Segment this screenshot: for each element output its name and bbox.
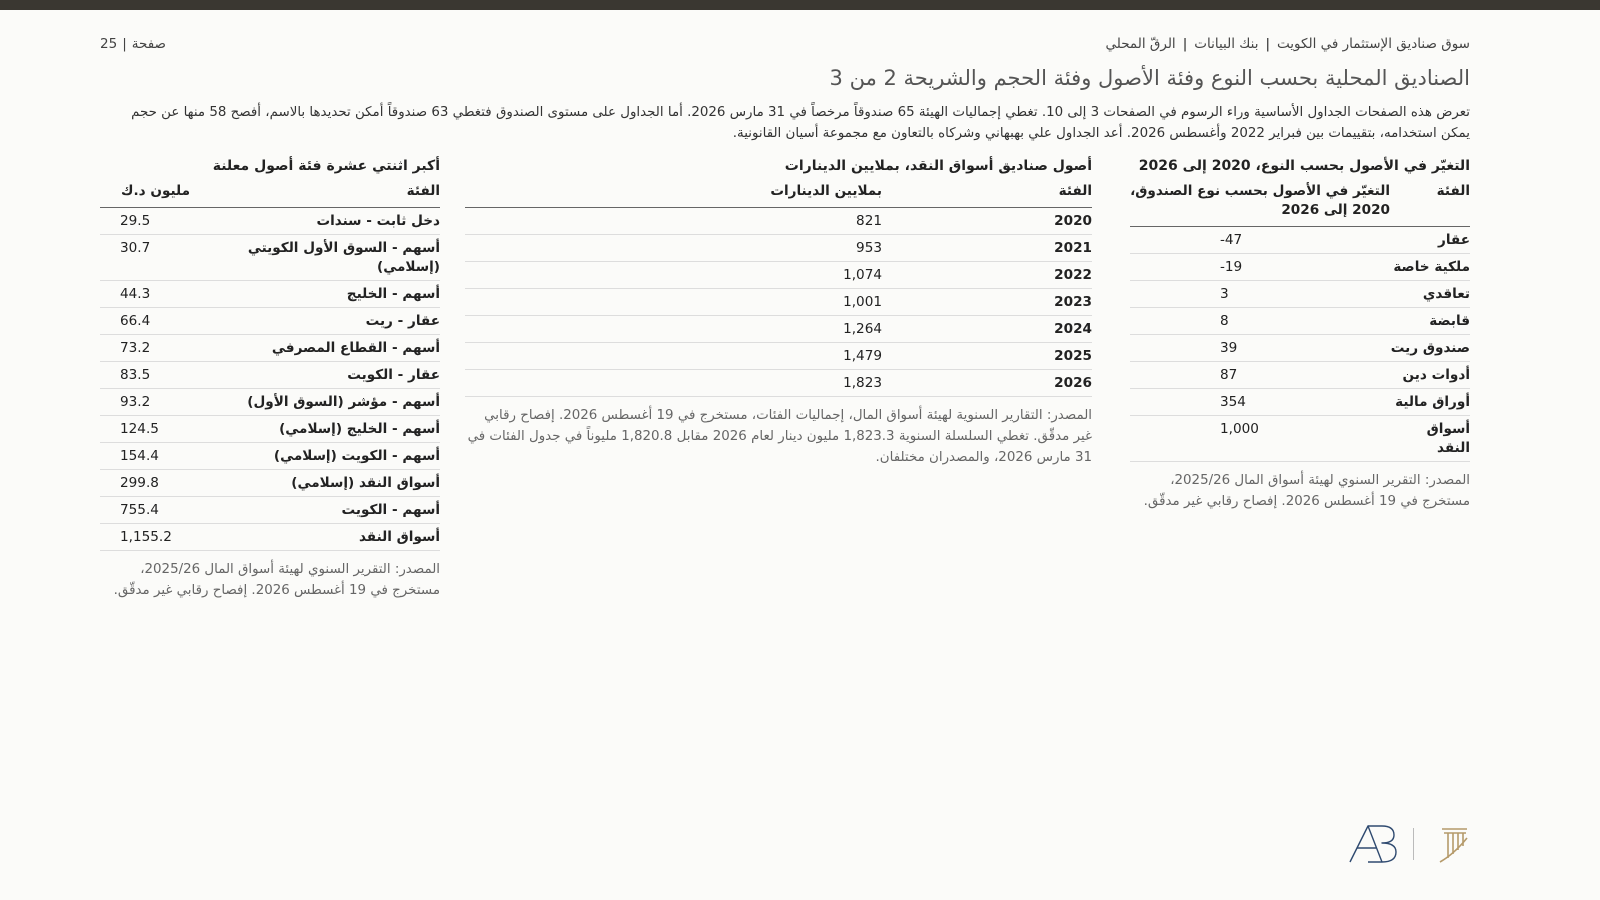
row-value: 8 [1130,308,1390,335]
row-category: أوراق مالية [1390,389,1470,416]
row-value: 1,264 [465,316,882,343]
table-row [100,281,440,308]
money-market-assets-table [465,180,1092,397]
row-category: ملكية خاصة [1390,254,1470,281]
top-bar [0,0,1600,10]
table-heading: أصول صناديق أسواق النقد، بملايين الدينارات [784,158,1092,174]
row-category: 2025 [882,343,1092,370]
row-category: قابضة [1390,308,1470,335]
row-value: 39 [1130,335,1390,362]
table-row [1130,281,1470,308]
table-row [100,208,440,235]
breadcrumb-separator: | [1265,36,1271,52]
table-row [465,370,1092,397]
row-category: أسواق النقد (إسلامي) [190,470,440,497]
page-title: الصناديق المحلية بحسب النوع وفئة الأصول وفئة الحجم والشريحة 2 من 3 [829,66,1470,90]
row-value: 3 [1130,281,1390,308]
row-category: أسهم - مؤشر (السوق الأول) [190,389,440,416]
row-category: 2022 [882,262,1092,289]
table-row [1130,335,1470,362]
table-source-note: المصدر: التقرير السنوي لهيئة أسواق المال 2025/26، مستخرج في 19 أغسطس 2026. إفصاح رقابي غير مدقّق. [1143,473,1470,509]
row-value: 755.4 [100,497,190,524]
row-value: 124.5 [100,416,190,443]
column-header-value: مليون د.ك [100,180,190,208]
row-value: 1,479 [465,343,882,370]
row-value: 1,001 [465,289,882,316]
table-row [100,524,440,551]
row-value: 953 [465,235,882,262]
row-value: 154.4 [100,443,190,470]
table-row [1130,389,1470,416]
table-row [1130,362,1470,389]
table-row [465,262,1092,289]
breadcrumb-separator: | [1182,36,1188,52]
table-source-note: المصدر: التقارير السنوية لهيئة أسواق المال، إجماليات الفئات، مستخرج في 19 أغسطس 2026. إفصاح رقابي غير مدقّق. تغطي السلسلة السنوية 1,823.3 مليون دينار لعام 2026 مقابل 1,820.8 مليوناً في جدول الفئات في 31 مارس 2026، والمصدران مختلفان. [467,408,1092,465]
row-category: أسهم - الخليج (إسلامي) [190,416,440,443]
table-row [100,362,440,389]
table-row [1130,416,1470,462]
row-category: 2020 [882,208,1092,235]
table-header-row [465,180,1092,208]
row-value: 1,155.2 [100,524,190,551]
row-value: 1,074 [465,262,882,289]
table-row [100,443,440,470]
row-value: 1,823 [465,370,882,397]
asset-change-by-type-section [1130,156,1470,512]
row-category: عقار - الكويت [190,362,440,389]
row-category: أسهم - السوق الأول الكويتي (إسلامي) [190,235,440,281]
table-row [100,335,440,362]
breadcrumb-item[interactable]: سوق صناديق الإستثمار في الكويت [1277,36,1470,52]
row-category: أسهم - الخليج [190,281,440,308]
row-value: 821 [465,208,882,235]
table-row [465,316,1092,343]
row-category: تعاقدي [1390,281,1470,308]
table-row [465,289,1092,316]
row-category: أسهم - القطاع المصرفي [190,335,440,362]
row-category: عقار [1390,227,1470,254]
row-value: 44.3 [100,281,190,308]
row-value: 1,000 [1130,416,1390,462]
footer-logos [1340,820,1470,866]
table-header-row [1130,180,1470,227]
row-category: 2024 [882,316,1092,343]
table-header-row [100,180,440,208]
table-row [100,308,440,335]
row-category: عقار - ريت [190,308,440,335]
row-value: 83.5 [100,362,190,389]
row-category: أسهم - الكويت [190,497,440,524]
column-header-category: الفئة [1390,180,1470,227]
table-row [100,416,440,443]
row-value: 299.8 [100,470,190,497]
row-category: 2021 [882,235,1092,262]
intro-paragraph: تعرض هذه الصفحات الجداول الأساسية وراء الرسوم في الصفحات 3 إلى 10. تغطي إجماليات الهيئة 65 صندوقاً مرخصاً في 31 مارس 2026. أما الجداول على مستوى الصندوق فتغطي 63 صندوقاً أمكن تحديدها بالاسم، أفصح 58 منها عن حجم يمكن استخدامه، بتقييمات بين فبراير 2022 وأغسطس 2026. أعد الجداول علي بهبهاني وشركاه بالتعاون مع مجموعة أسيان القانونية. [131,105,1470,141]
pillar-logo-icon [1438,824,1470,864]
row-value: 30.7 [100,235,190,281]
table-row [100,389,440,416]
breadcrumb-item[interactable]: بنك البيانات [1194,36,1259,52]
breadcrumb-item[interactable]: الرقّ المحلي [1105,36,1176,52]
row-value: 87 [1130,362,1390,389]
ab-logo [1348,824,1398,864]
table-row [100,470,440,497]
table-row [100,235,440,281]
row-value: 93.2 [100,389,190,416]
table-source-note: المصدر: التقرير السنوي لهيئة أسواق المال 2025/26، مستخرج في 19 أغسطس 2026. إفصاح رقابي غير مدقّق. [113,562,440,598]
top-asset-classes-table [100,180,440,551]
row-value: 29.5 [100,208,190,235]
column-header-category: الفئة [190,180,440,208]
table-row [465,343,1092,370]
page-number-value: 25 [100,36,118,52]
page-header [100,36,1470,58]
page-number [100,36,166,52]
table-heading: أكبر اثنتي عشرة فئة أصول معلنة [212,158,440,174]
money-market-assets-section [465,156,1092,468]
page-separator: | [122,36,127,52]
table-row [1130,308,1470,335]
table-row [465,235,1092,262]
row-category: أسواق النقد [190,524,440,551]
row-value: -47 [1130,227,1390,254]
row-category: أدوات دين [1390,362,1470,389]
table-row [1130,254,1470,281]
row-category: صندوق ريت [1390,335,1470,362]
row-value: 354 [1130,389,1390,416]
row-value: 73.2 [100,335,190,362]
row-value: 66.4 [100,308,190,335]
table-heading: التغيّر في الأصول بحسب النوع، 2020 إلى 2026 [1138,158,1470,174]
breadcrumb [1106,36,1471,52]
row-category: أسواق النقد [1390,416,1470,462]
table-row [1130,227,1470,254]
row-category: أسهم - الكويت (إسلامي) [190,443,440,470]
asset-change-table [1130,180,1470,462]
top-asset-classes-section [100,156,440,601]
row-value: -19 [1130,254,1390,281]
page-label: صفحة [131,36,166,52]
row-category: 2023 [882,289,1092,316]
column-header-value: التغيّر في الأصول بحسب نوع الصندوق، 2020 إلى 2026 [1130,180,1390,227]
row-category: 2026 [882,370,1092,397]
row-category: دخل ثابت - سندات [190,208,440,235]
table-row [100,497,440,524]
column-header-category: الفئة [882,180,1092,208]
column-header-value: بملايين الدينارات [465,180,882,208]
logo-divider [1413,828,1414,860]
table-row [465,208,1092,235]
